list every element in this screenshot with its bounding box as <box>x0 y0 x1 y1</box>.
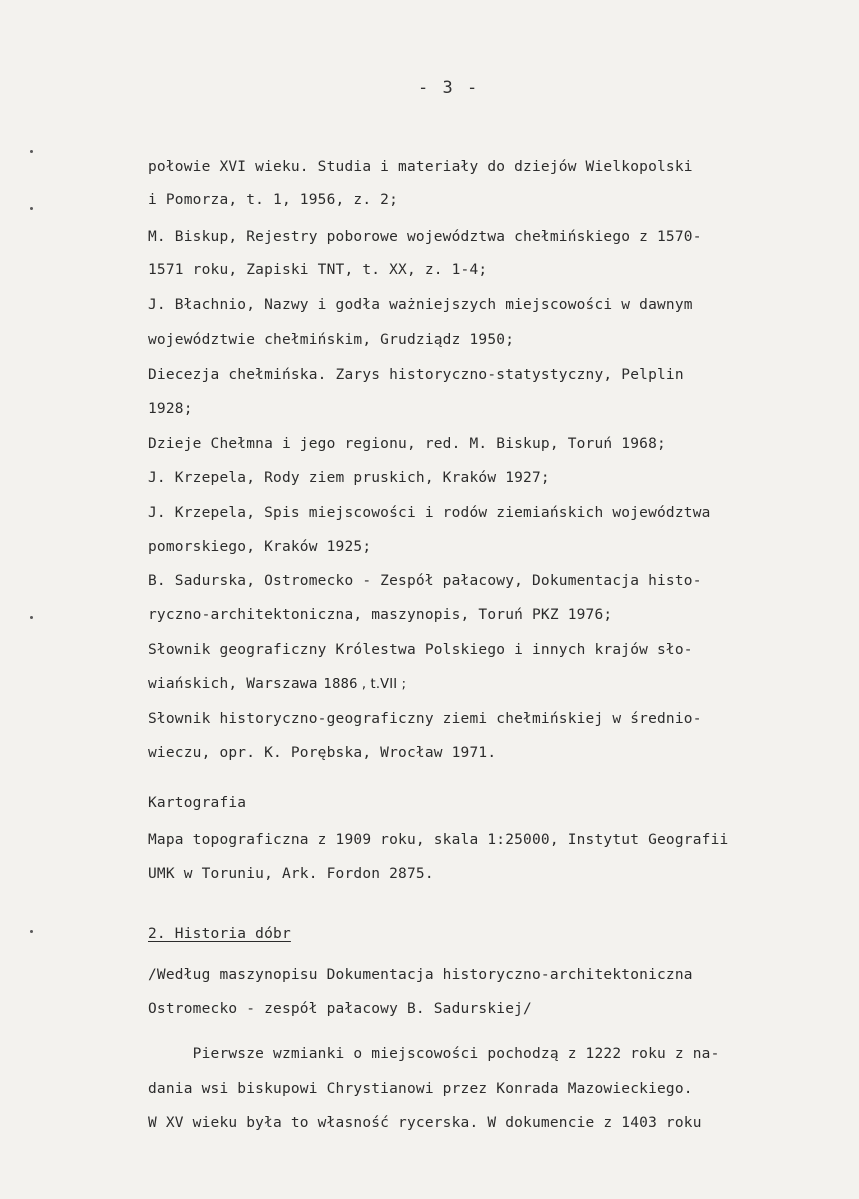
margin-dot <box>30 930 33 933</box>
reference-line: Dzieje Chełmna i jego regionu, red. M. Biskup, Toruń 1968; <box>148 436 666 452</box>
reference-line: ryczno-architektoniczna, maszynopis, Toruń PKZ 1976; <box>148 607 613 623</box>
cartography-heading: Kartografia <box>148 795 247 811</box>
reference-line: wieczu, opr. K. Porębska, Wrocław 1971. <box>148 745 497 761</box>
section-heading: 2. Historia dóbr <box>148 926 291 942</box>
reference-line: J. Błachnio, Nazwy i godła ważniejszych miejscowości w dawnym <box>148 297 693 313</box>
paragraph-line: dania wsi biskupowi Chrystianowi przez Konrada Mazowieckiego. <box>148 1081 693 1097</box>
source-note-line: Ostromecko - zespół pałacowy B. Sadurskiej/ <box>148 1001 532 1017</box>
reference-line: 1571 roku, Zapiski TNT, t. XX, z. 1-4; <box>148 262 488 278</box>
margin-dot <box>30 207 33 210</box>
reference-line: Słownik historyczno-geograficzny ziemi chełmińskiej w średnio- <box>148 711 702 727</box>
reference-line: M. Biskup, Rejestry poborowe województwa chełmińskiego z 1570- <box>148 229 702 245</box>
paragraph-line: W XV wieku była to własność rycerska. W dokumencie z 1403 roku <box>148 1115 702 1131</box>
reference-line: J. Krzepela, Rody ziem pruskich, Kraków 1927; <box>148 470 550 486</box>
margin-dot <box>30 150 33 153</box>
reference-text: wiańskich, Warszawa <box>148 676 318 692</box>
page-number: - 3 - <box>418 78 480 98</box>
cartography-line: Mapa topograficzna z 1909 roku, skala 1:25000, Instytut Geografii <box>148 832 729 848</box>
handwritten-note: 1886 , t.VII ; <box>323 677 407 692</box>
paragraph-line: Pierwsze wzmianki o miejscowości pochodzą z 1222 roku z na- <box>148 1046 720 1062</box>
reference-line: i Pomorza, t. 1, 1956, z. 2; <box>148 192 399 208</box>
source-note-line: /Według maszynopisu Dokumentacja historyczno-architektoniczna <box>148 967 693 983</box>
cartography-line: UMK w Toruniu, Ark. Fordon 2875. <box>148 866 434 882</box>
reference-line: 1928; <box>148 401 193 417</box>
reference-line: województwie chełmińskim, Grudziądz 1950; <box>148 332 515 348</box>
reference-line: pomorskiego, Kraków 1925; <box>148 539 372 555</box>
reference-line: połowie XVI wieku. Studia i materiały do dziejów Wielkopolski <box>148 159 693 175</box>
reference-line-with-note <box>148 676 406 692</box>
reference-line: B. Sadurska, Ostromecko - Zespół pałacowy, Dokumentacja histo- <box>148 573 702 589</box>
reference-line: J. Krzepela, Spis miejscowości i rodów ziemiańskich województwa <box>148 505 711 521</box>
reference-line: Diecezja chełmińska. Zarys historyczno-statystyczny, Pelplin <box>148 367 684 383</box>
reference-line: Słownik geograficzny Królestwa Polskiego i innych krajów sło- <box>148 642 693 658</box>
margin-dot <box>30 616 33 619</box>
